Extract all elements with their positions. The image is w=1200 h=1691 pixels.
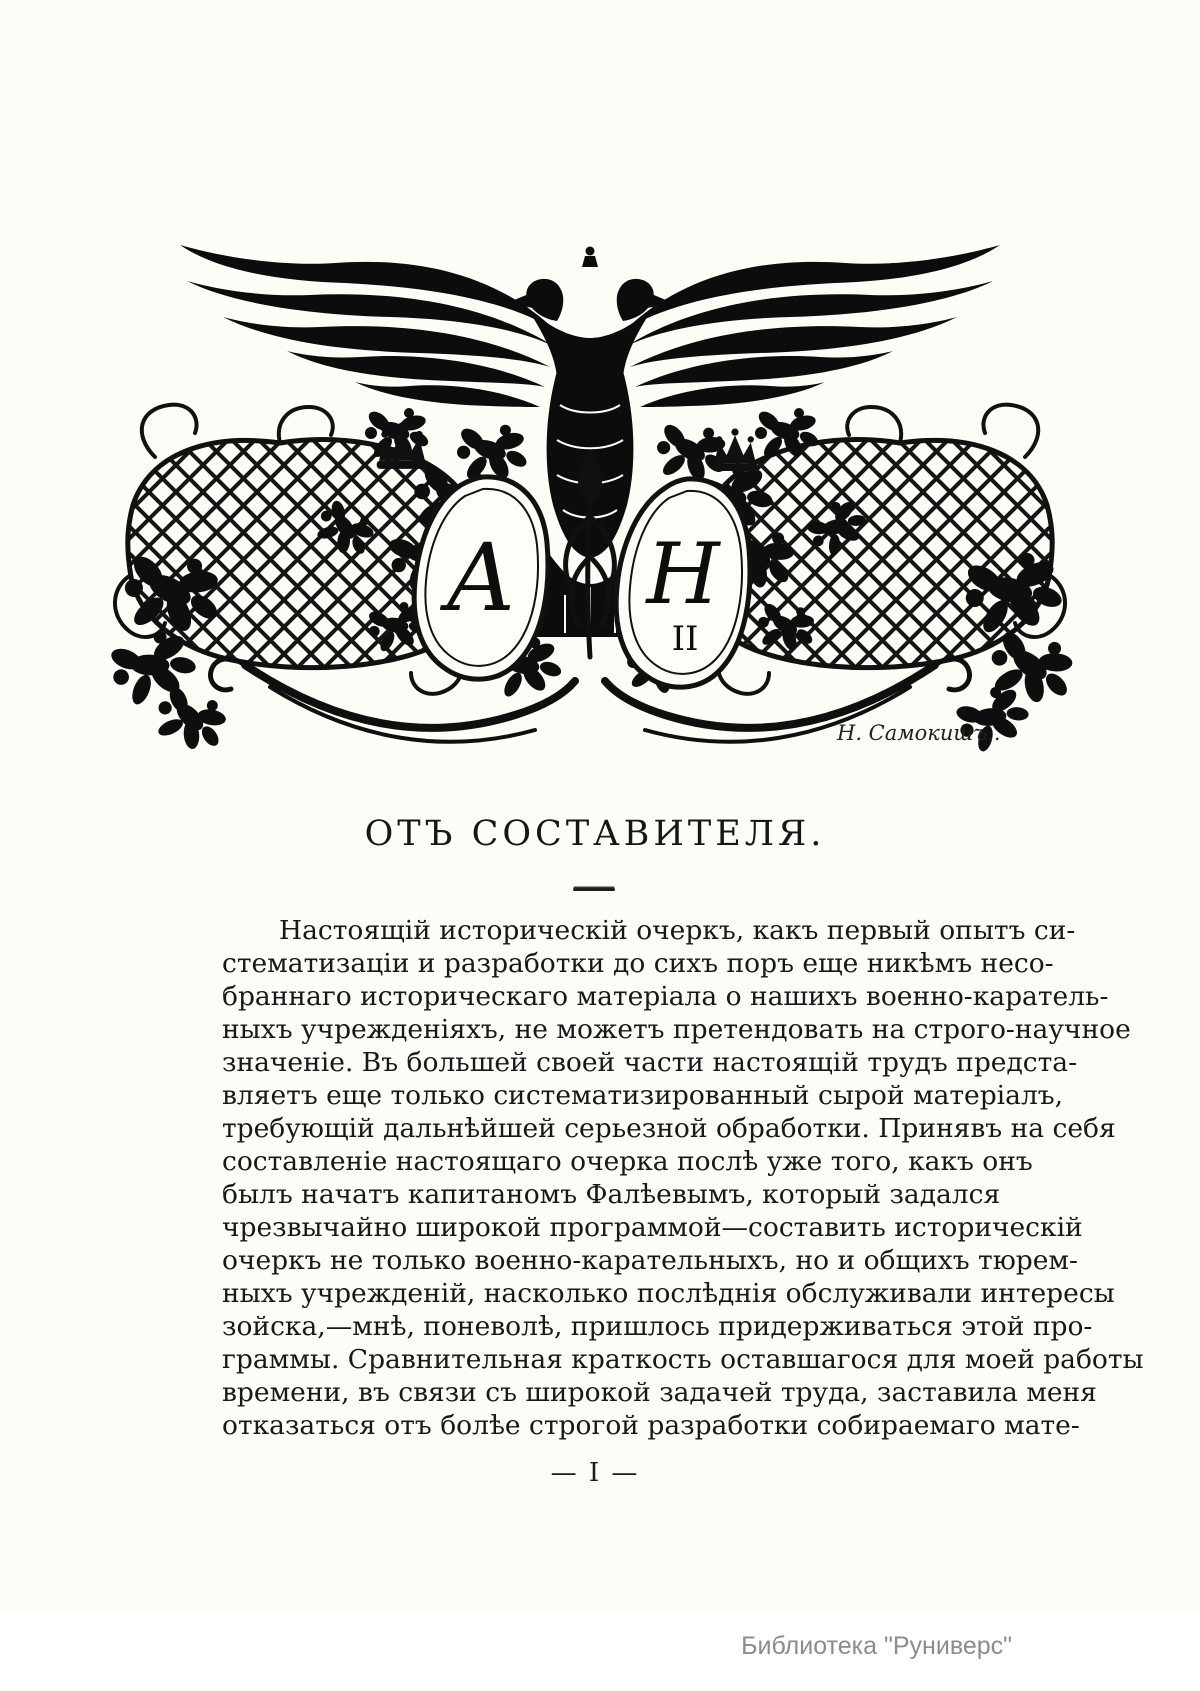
body-line: граммы. Сравнительная краткость оставшагося для моей работы — [222, 1344, 1144, 1375]
body-line: ныхъ учрежденій, насколько послѣднія обслуживали интересы — [222, 1278, 1115, 1309]
body-paragraph — [222, 914, 1144, 1442]
eagle-heads — [507, 247, 673, 378]
eagle-wing-left — [180, 245, 555, 407]
library-watermark: Библиотека "Руниверс" — [741, 1632, 1012, 1660]
section-heading: ОТЪ СОСТАВИТЕЛЯ. — [364, 814, 826, 854]
page-number: — I — — [550, 1458, 640, 1488]
crown-right-icon — [712, 429, 758, 471]
body-line: значеніе. Въ большей своей части настоящій трудъ предста- — [222, 1047, 1078, 1078]
body-line: чрезвычайно широкой программой—составить историческій — [222, 1212, 1083, 1243]
body-line: Настоящій историческій очеркъ, какъ первый опытъ си- — [279, 915, 1076, 946]
imperial-eagle-vignette-illustration — [95, 195, 1105, 765]
body-line: времени, въ связи съ широкой задачей труда, заставила меня — [222, 1377, 1097, 1408]
eagle-wing-right — [625, 245, 1000, 407]
heading-divider — [573, 888, 615, 891]
body-line: былъ начатъ капитаномъ Фалѣевымъ, который задался — [222, 1179, 1001, 1210]
cartouche-right — [616, 479, 750, 687]
body-line: очеркъ не только военно-карательныхъ, но и общихъ тюрем- — [222, 1245, 1078, 1276]
body-line: требующій дальнѣйшей серьезной обработки. Принявъ на себя — [222, 1113, 1116, 1144]
body-line: зойска,—мнѣ, поневолѣ, пришлось придерживаться этой про- — [222, 1311, 1093, 1342]
body-line: отказаться отъ болѣе строгой разработки собираемаго мате- — [222, 1410, 1080, 1441]
body-line: вляетъ еще только систематизированный сырой матеріалъ, — [222, 1080, 1064, 1111]
body-line: браннаго историческаго матеріала о нашихъ военно-каратель- — [222, 981, 1109, 1012]
monogram-n-numeral: II — [671, 619, 699, 659]
body-line: ныхъ учрежденіяхъ, не можетъ претендовать на строго-научное — [222, 1014, 1131, 1045]
artist-signature: Н. Самокишъ.. — [837, 721, 1001, 745]
monogram-a: А — [445, 524, 517, 633]
body-line: составленіе настоящаго очерка послѣ уже того, какъ онъ — [222, 1146, 1033, 1177]
monogram-n: Н — [646, 525, 720, 623]
body-line: стематизаціи и разработки до сихъ поръ еще никѣмъ несо- — [222, 948, 1054, 979]
scan-footer-strip — [0, 1613, 1200, 1691]
